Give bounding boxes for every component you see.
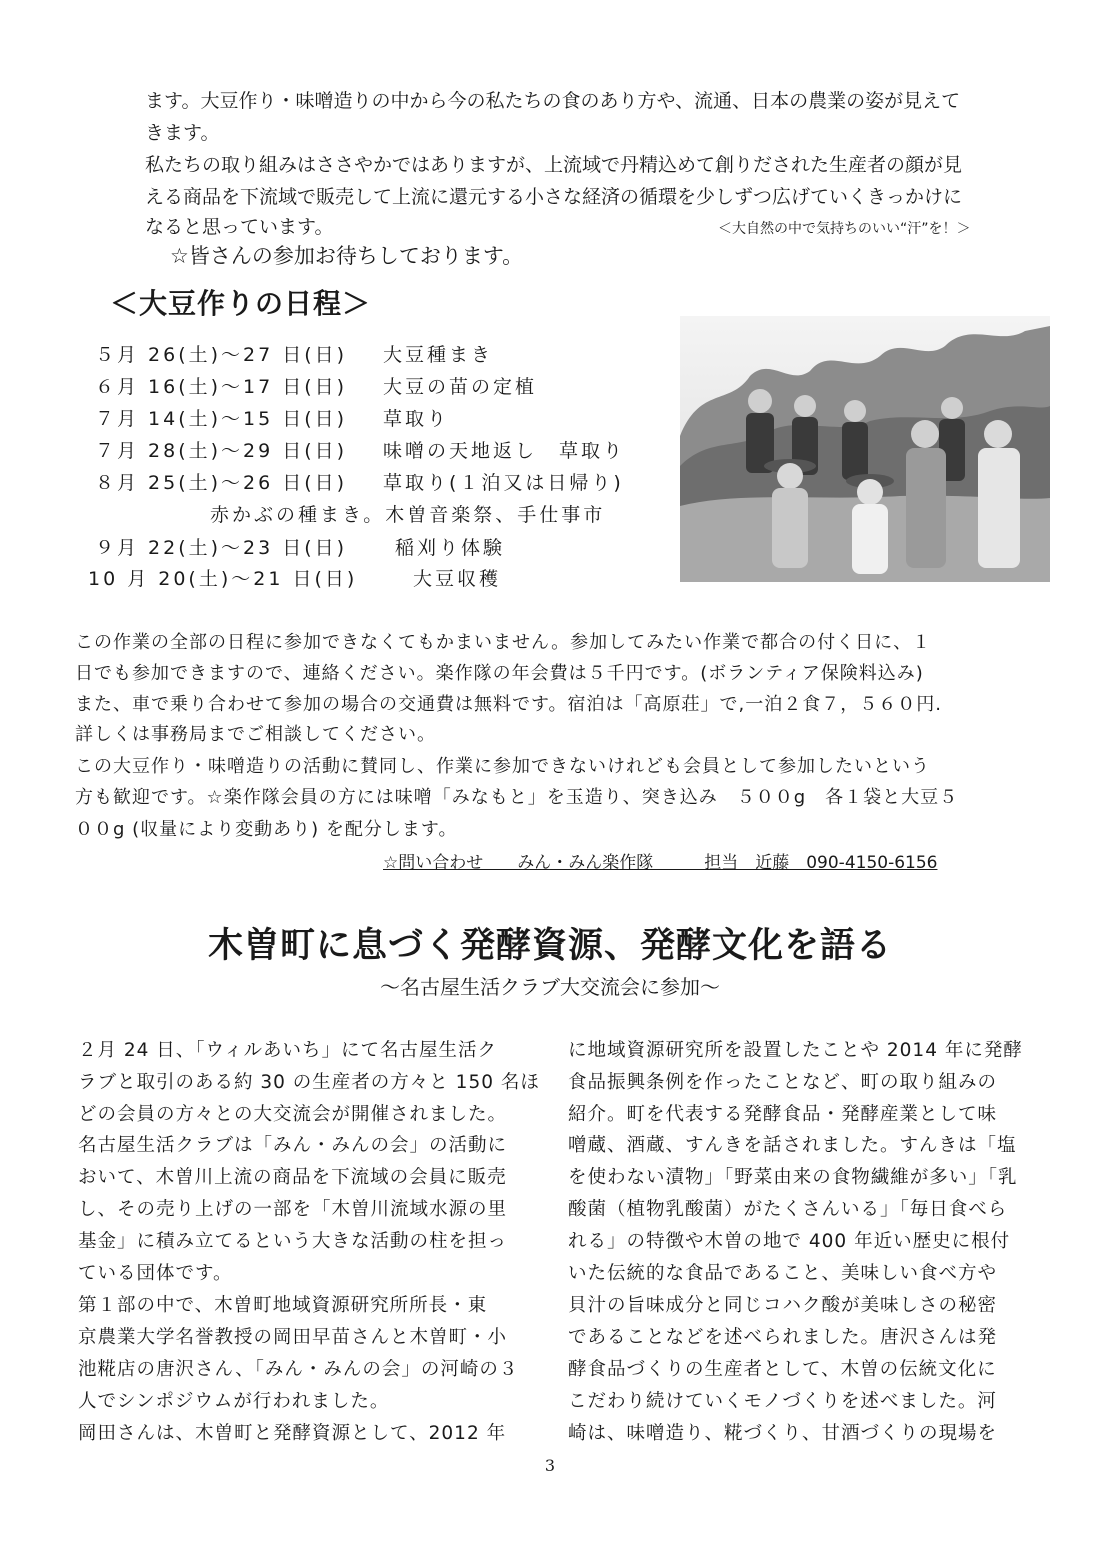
article-left-line: おいて、木曽川上流の商品を下流域の会員に販売 [78,1167,507,1188]
schedule-row [95,372,538,399]
article-right-line: であることなどを述べられました。唐沢さんは発 [568,1327,998,1348]
schedule-row [95,404,450,431]
photo-caption: ＜大自然の中で気持ちのいい“汗”を！＞ [718,221,971,237]
article-right-line: 貝汁の旨味成分と同じコハク酸が美味しさの秘密 [568,1295,998,1316]
article-left-line: 名古屋生活クラブは「みん・みんの会」の活動に [78,1135,508,1156]
intro-line-2: きます。 [145,122,220,144]
schedule-row [95,533,506,560]
schedule-date: ８月 25(土)～26 日(日) [95,472,348,494]
schedule-activity: 味噌の天地返し 草取り [383,440,626,462]
notes-line-1: この作業の全部の日程に参加できなくてもかまいません。参加してみたい作業で都合の付く日に、１ [75,632,932,653]
intro-line-5: なると思っています。 [145,216,334,238]
intro-line-3: 私たちの取り組みはささやかではありますが、上流域で丹精込めて創りだされた生産者の顔が見 [145,154,963,176]
notes-line-6: 方も歓迎です。☆楽作隊会員の方には味噌「みなもと」を玉造り、突き込み ５００g 各１袋と大豆５ [75,787,959,808]
article-left-line: 岡田さんは、木曽町と発酵資源として、2012 年 [78,1423,507,1444]
schedule-date: ７月 14(土)～15 日(日) [95,408,348,430]
schedule-activity: 稲刈り体験 [395,537,506,559]
page-number: 3 [544,1456,556,1475]
article-left-line: 人でシンポジウムが行われました。 [78,1391,390,1412]
article-right-line: 紹介。町を代表する発酵食品・発酵産業として味 [568,1104,998,1125]
notes-line-5: この大豆作り・味噌造りの活動に賛同し、作業に参加できないけれども会員として参加したいという [75,756,930,777]
article-right-line: に地域資源研究所を設置したことや 2014 年に発酵 [568,1040,1023,1061]
article-right-line: を使わない漬物」「野菜由来の食物繊維が多い」「乳 [568,1167,1018,1188]
schedule-activity: 赤かぶの種まき。木曽音楽祭、手仕事市 [210,504,606,526]
schedule-row [95,468,624,495]
notes-line-3: また、車で乗り合わせて参加の場合の交通費は無料です。宿泊は「高原荘」で,一泊２食７，５６０円. [75,694,942,715]
schedule-date: ５月 26(土)～27 日(日) [95,344,348,366]
schedule-row [95,436,626,463]
invitation-text: ☆皆さんの参加お待ちしております。 [170,244,524,268]
article-right-line: いた伝統的な食品であること、美味しい食べ方や [568,1263,998,1284]
article-left-line: 第１部の中で、木曽町地域資源研究所所長・東 [78,1295,488,1316]
schedule-date: ６月 16(土)～17 日(日) [95,376,348,398]
schedule-activity: 草取り [383,408,450,430]
article-left-line: ている団体です。 [78,1263,233,1284]
intro-line-1: ます。大豆作り・味噌造りの中から今の私たちの食のあり方や、流通、日本の農業の姿が見えて [145,90,961,112]
article-right-line: 噌蔵、酒蔵、すんきを話されました。すんきは「塩 [568,1135,1017,1156]
article-right-line: こだわり続けていくモノづくりを述べました。河 [568,1391,997,1412]
group-photo [680,316,1050,582]
article-right-line: 酵食品づくりの生産者として、木曽の伝統文化に [568,1359,997,1380]
article-left-line: し、その売り上げの一部を「木曽川流域水源の里 [78,1199,508,1220]
schedule-date: ９月 22(土)～23 日(日) [95,537,348,559]
article-title: 木曽町に息づく発酵資源、発酵文化を語る [207,925,892,966]
article-left-line: 基金」に積み立てるという大きな活動の柱を担っ [78,1231,508,1252]
schedule-date: 10 月 20(土)～21 日(日) [88,568,358,590]
schedule-row [95,340,494,367]
article-left-line: ２月 24 日、「ウィルあいち」にて名古屋生活ク [78,1040,497,1061]
schedule-activity: 草取り(１泊又は日帰り) [383,472,624,494]
article-left-line: どの会員の方々との大交流会が開催されました。 [78,1104,508,1125]
schedule-activity: 大豆種まき [383,344,494,366]
article-right-line: 酸菌（植物乳酸菌）がたくさんいる」「毎日食べら [568,1199,1008,1220]
schedule-activity: 大豆の苗の定植 [383,376,538,398]
article-subtitle: ～名古屋生活クラブ大交流会に参加～ [380,975,720,999]
contact-text: ☆問い合わせ みん・みん楽作隊 担当 近藤 090-4150-6156 [383,853,938,873]
notes-line-2: 日でも参加できますので、連絡ください。楽作隊の年会費は５千円です。(ボランティア保険料込み) [75,663,924,684]
article-left-line: 京農業大学名誉教授の岡田早苗さんと木曽町・小 [78,1327,508,1348]
schedule-title: ＜大豆作りの日程＞ [110,287,372,320]
article-right-line: 食品振興条例を作ったことなど、町の取り組みの [568,1072,998,1093]
article-left-line: 池糀店の唐沢さん、「みん・みんの会」の河崎の３ [78,1359,519,1380]
article-right-line: 崎は、味噌造り、糀づくり、甘酒づくりの現場を [568,1423,998,1444]
schedule-row [88,564,502,591]
notes-line-4: 詳しくは事務局までご相談してください。 [75,724,436,745]
intro-line-4: える商品を下流域で販売して上流に還元する小さな経済の循環を少しずつ広げていくきっかけに [145,186,963,208]
article-right-line: れる」の特徴や木曽の地で 400 年近い歴史に根付 [568,1231,1011,1252]
article-left-line: ラブと取引のある約 30 の生産者の方々と 150 名ほ [78,1072,540,1093]
schedule-date: ７月 28(土)～29 日(日) [95,440,348,462]
contact-info [383,848,937,873]
notes-line-7: ００g (収量により変動あり) を配分します。 [75,819,458,840]
schedule-activity: 大豆収穫 [413,568,502,590]
